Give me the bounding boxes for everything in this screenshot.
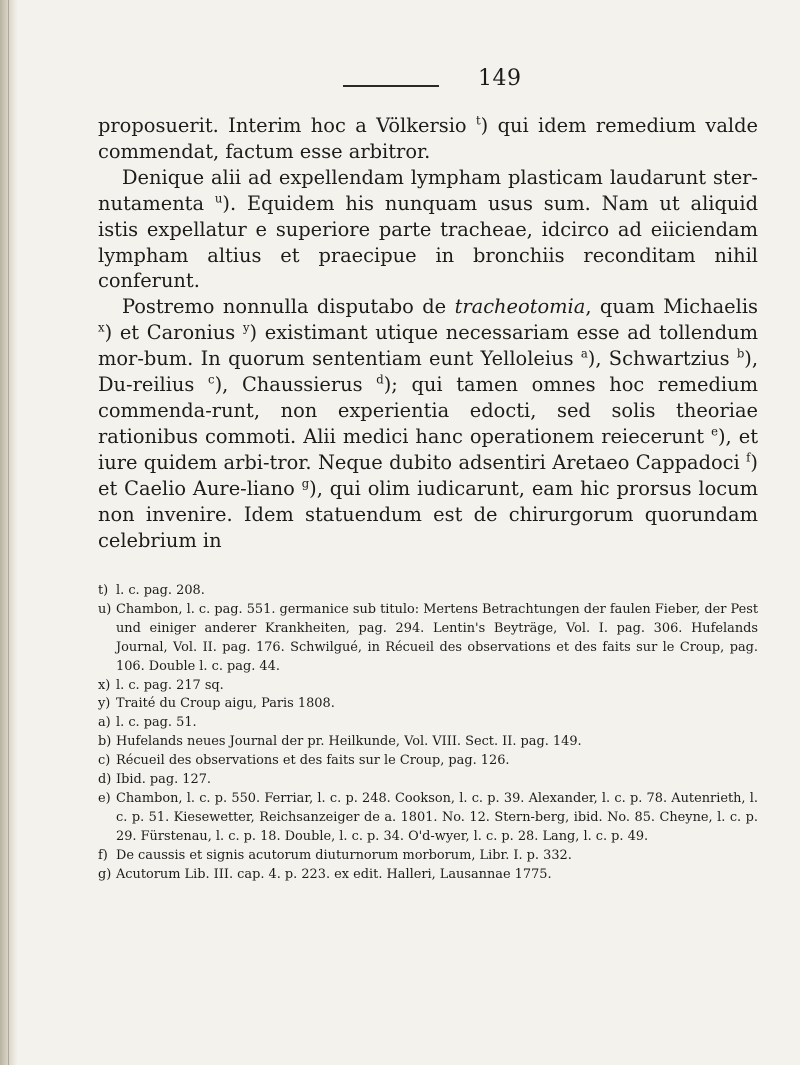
footnote-ref-y: y — [242, 320, 250, 335]
footnote — [98, 866, 758, 885]
footnote-text: l. c. pag. 51. — [116, 715, 197, 731]
paragraph-2: Denique alii ad expellendam lympham plasticam laudarunt ster-nutamenta $^u$). Equidem his nunquam usus sum. Nam ut aliquid istis expellatur e superiore parte tracheae, idcirco ad eiiciendam lympham altius et praecipue in bronchiis reconditam nihil conferunt. — [98, 165, 758, 293]
footnote-tag: c) — [98, 753, 111, 769]
main-text — [98, 113, 758, 553]
footnote-ref-g: g — [301, 476, 310, 491]
footnote — [98, 771, 758, 790]
footnote — [98, 601, 758, 677]
footnote — [98, 677, 758, 696]
page-number: 149 — [478, 66, 522, 91]
footnote — [98, 733, 758, 752]
footnote-tag: b) — [98, 734, 112, 750]
footnote-tag: g) — [98, 866, 112, 882]
footnote-tag: y) — [98, 696, 111, 712]
footnote-ref-x: x — [98, 320, 105, 335]
footnote-text: l. c. pag. 208. — [116, 583, 205, 598]
footnote-text: Récueil des observations et des faits sur le Croup, pag. 126. — [116, 753, 510, 769]
footnote-tag: t) — [98, 583, 109, 598]
footnote-text: Ibid. pag. 127. — [116, 772, 211, 788]
paragraph-1: proposuerit. Interim hoc a Völkersio $^t$) qui idem remedium valde commendat, factum esse arbitror. — [98, 113, 758, 163]
footnote-tag: f) — [98, 847, 108, 863]
footnote-tag: e) — [98, 790, 111, 806]
footnote-text: Hufelands neues Journal der pr. Heilkunde, Vol. VIII. Sect. II. pag. 149. — [116, 734, 582, 750]
footnote — [98, 752, 758, 771]
footnote-text: Traité du Croup aigu, Paris 1808. — [116, 696, 335, 712]
footnotes — [98, 582, 758, 885]
footnote-ref-e: e — [711, 424, 718, 439]
footnote — [98, 695, 758, 714]
footnote-ref-t: t — [475, 113, 481, 128]
footnote-ref-u: u — [214, 191, 223, 206]
footnote-tag: a) — [98, 715, 111, 731]
header-rule — [343, 85, 439, 87]
footnote-text: Acutorum Lib. III. cap. 4. p. 223. ex edit. Halleri, Lausannae 1775. — [116, 866, 552, 882]
footnote-text: Chambon, l. c. p. 550. Ferriar, l. c. p. 248. Cookson, l. c. p. 39. Alexander, l. c. p. 78. Autenrieth, l. c. p. 51. Kiesewetter, Reichsanzeiger de a. 1801. No. 12. Stern-berg, ibid. No. 85. Cheyne, l. c. p. 29. Fürstenau, l. c. p. 18. Double, l. c. p. 34. O'd-wyer, l. c. p. 28. Lang, l. c. p. 49. — [116, 790, 758, 844]
footnote-tag: u) — [98, 601, 112, 617]
footnote — [98, 790, 758, 847]
footnote — [98, 582, 758, 601]
footnote-tag: d) — [98, 772, 112, 788]
book-binding-edge — [0, 0, 18, 1065]
binding-shadow-line — [8, 0, 9, 1065]
footnote-tag: x) — [98, 677, 111, 693]
footnote — [98, 847, 758, 866]
footnote-text: l. c. pag. 217 sq. — [116, 677, 224, 693]
footnote-text: De caussis et signis acutorum diuturnorum morborum, Libr. I. p. 332. — [116, 847, 572, 863]
footnote-text: Chambon, l. c. pag. 551. germanice sub titulo: Mertens Betrachtungen der faulen Fieber, der Pest und einiger anderer Krankheiten, pag. 294. Lentin's Beyträge, Vol. I. pag. 306. Hufelands Journal, Vol. II. pag. 176. Schwilgué, in Récueil des observations et des faits sur le Croup, pag. 106. Double l. c. pag. 44. — [116, 601, 758, 674]
footnote-ref-d: d — [376, 372, 384, 387]
footnote-ref-f: f — [746, 450, 751, 465]
paragraph-3: Postremo nonnulla disputabo de tracheotomia, quam Michaelis $^x$) et Caronius $^y$) existimant utique necessariam esse ad tollendum mor-bum. In quorum sententiam eunt Yelloleius $^a$), Schwartzius $^b$), Du-reilius $^c$), Chaussierus $^d$); qui tamen omnes hoc remedium commenda-runt, non experientia edocti, sed solis theoriae rationibus commoti. Alii medici hanc operationem reiecerunt $^e$), et iure quidem arbi-tror. Neque dubito adsentiri Aretaeo Cappadoci $^f$) et Caelio Aure-liano $^g$), qui olim iudicarunt, eam hic prorsus locum non invenire. Idem statuendum est de chirurgorum quorundam celebrium in — [98, 295, 759, 552]
footnote — [98, 714, 758, 733]
footnote-ref-a: a — [580, 346, 588, 361]
footnote-ref-b: b — [736, 346, 745, 361]
term-tracheotomia: tracheotomia — [454, 295, 586, 319]
footnote-ref-c: c — [208, 372, 215, 387]
